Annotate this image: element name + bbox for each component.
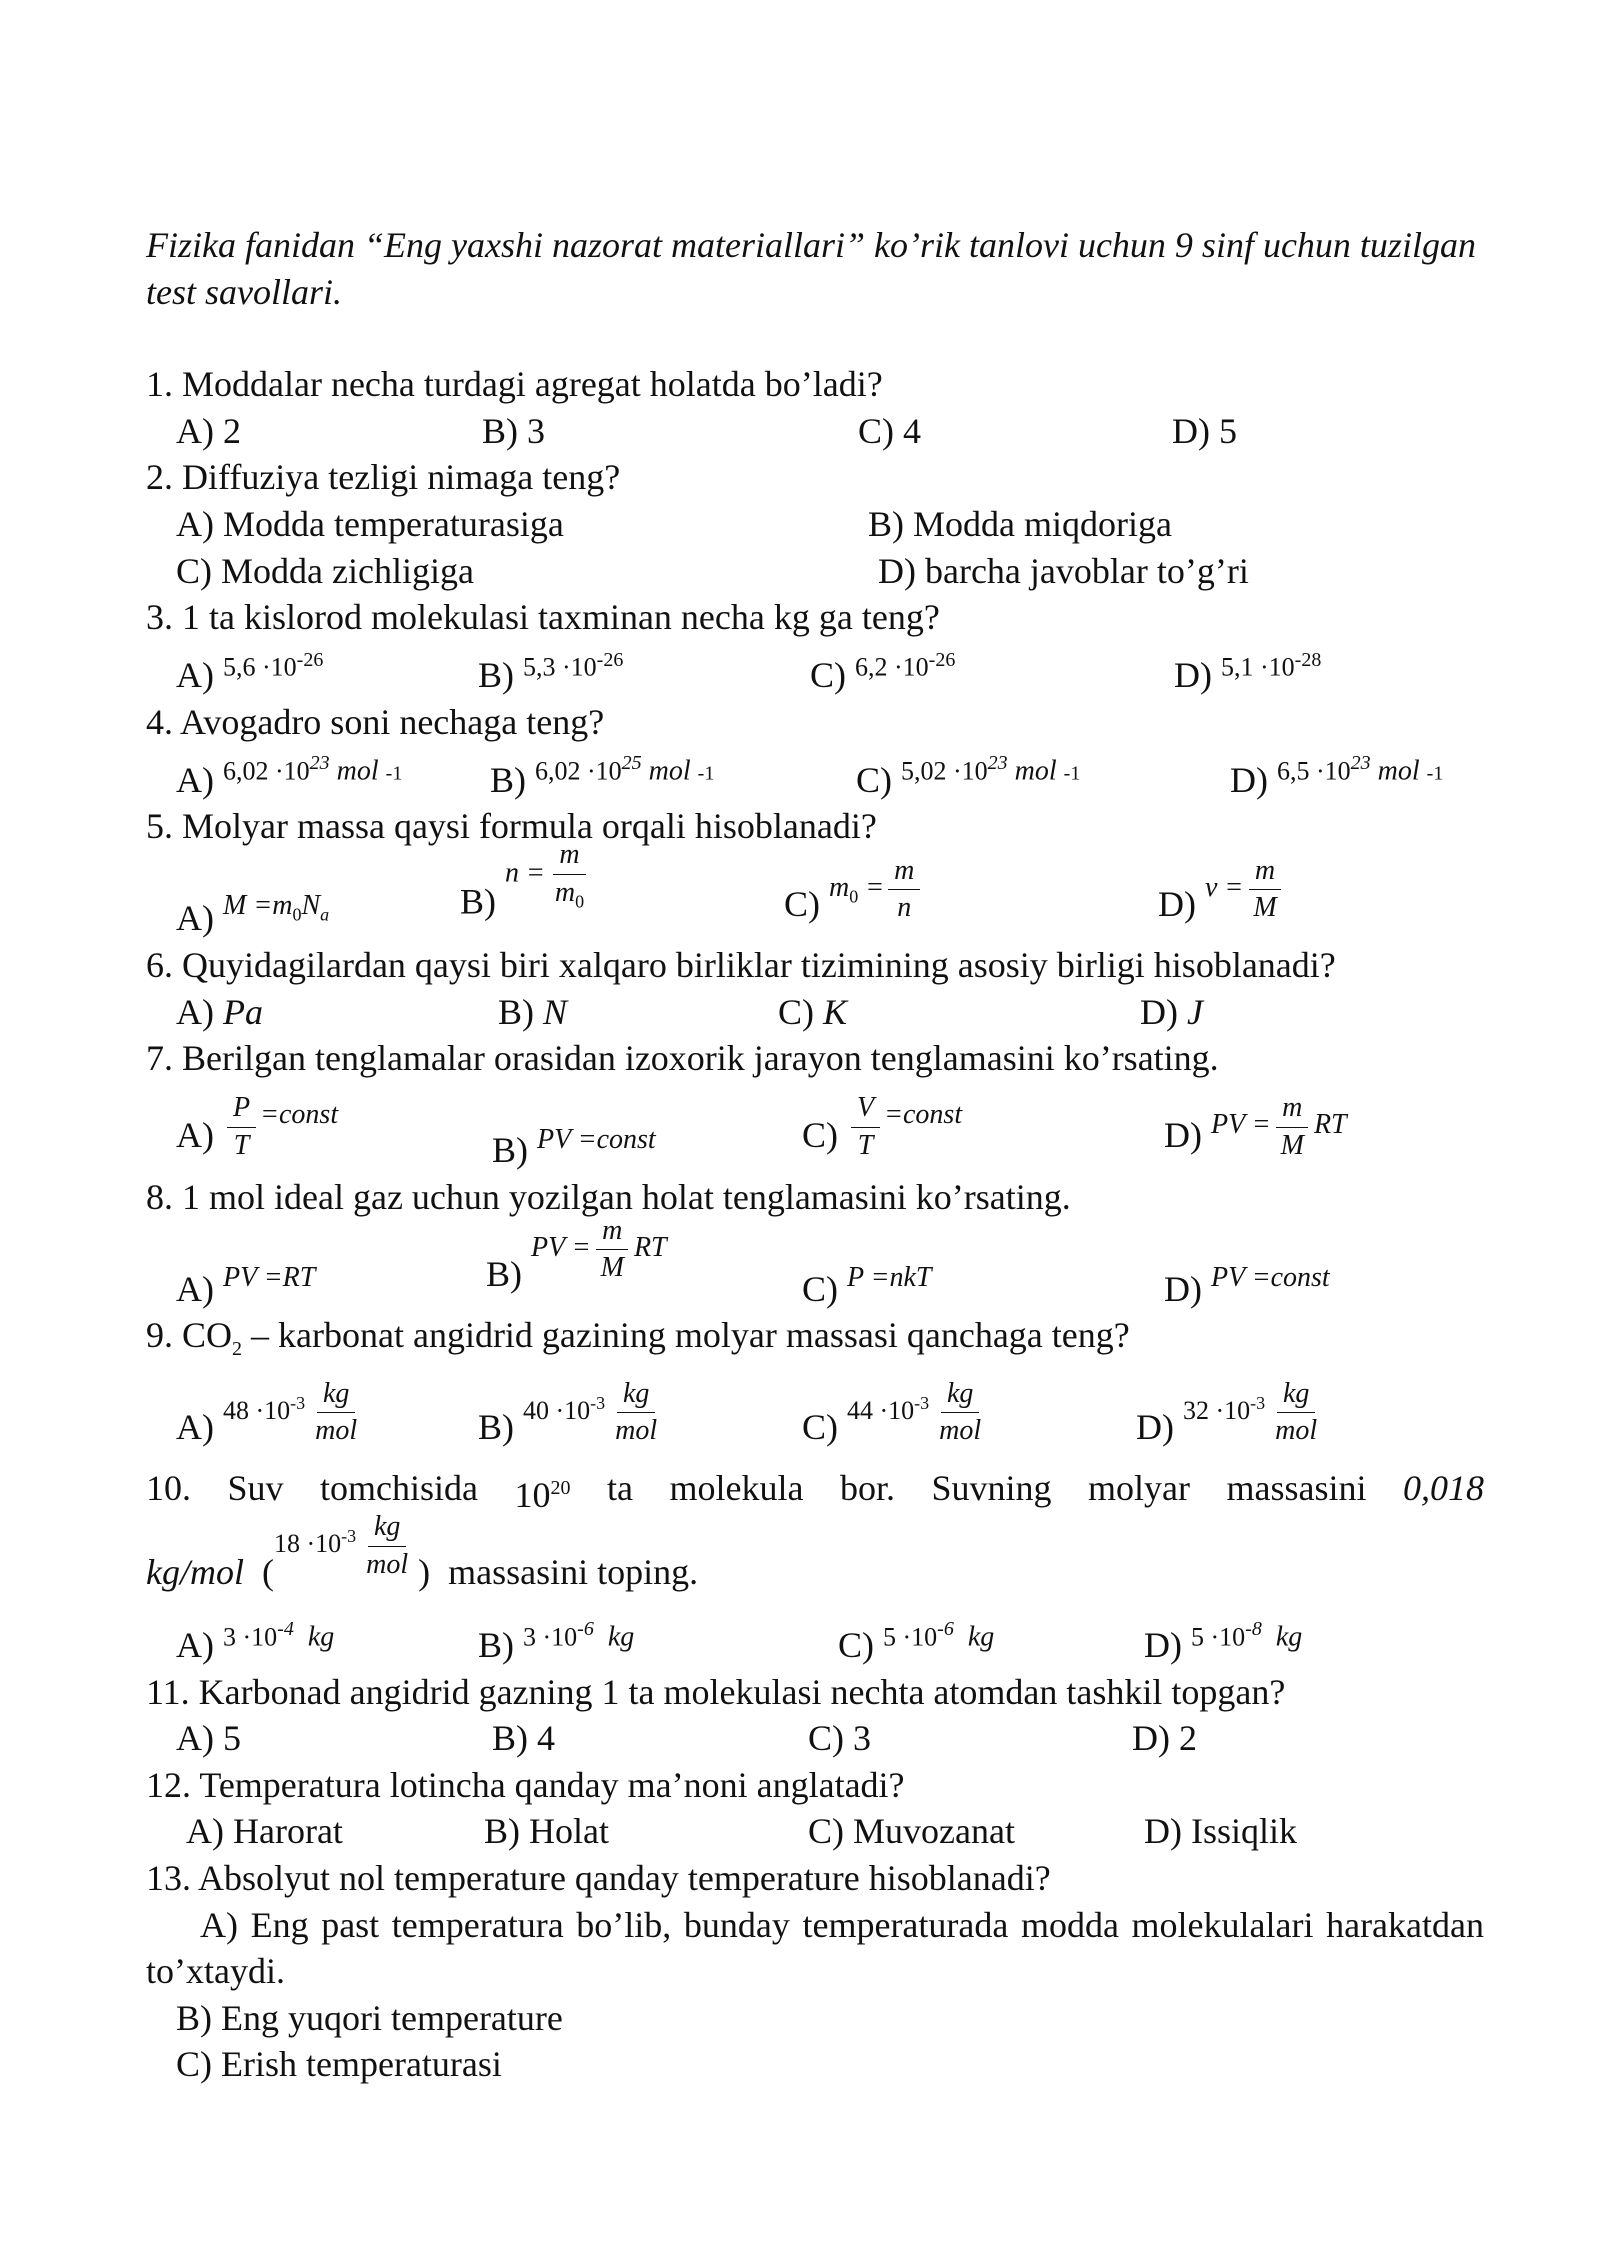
option-a: A) $48 \cdot 10^{-3}$ $\frac{kg}{\text{mol}}$: [176, 1377, 358, 1447]
option-c: C) $5,02 \cdot 10^{23}$ mol -1: [856, 752, 1081, 800]
option-c: C) Erish temperaturasi: [176, 2044, 502, 2085]
option-b: B) $5,3 \cdot 10^{-26}$: [478, 648, 624, 696]
option-a: A) $5,6 \cdot 10^{-26}$: [176, 648, 324, 696]
question-11-options: [146, 1715, 1484, 1762]
document-title: Fizika fanidan “Eng yaxshi nazorat materiallari” ko’rik tanlovi uchun 9 sinf uchun tuzilgan test savollari.: [146, 225, 1476, 312]
option-c: C) 4: [858, 410, 921, 451]
option-a: A) Eng past temperatura bo’lib, bunday temperaturada modda molekulalari harakatdan to’xtaydi.: [146, 1904, 1484, 1992]
option-b: B) 4: [492, 1718, 555, 1759]
option-c: C) $6,2 \cdot 10^{-26}$: [810, 648, 956, 696]
question-7: 7. Berilgan tenglamalar orasidan izoxorik jarayon tenglamasini ko’rsating.: [146, 1038, 1219, 1079]
option-d: D) PV =const: [1164, 1262, 1330, 1309]
question-3-options: [146, 641, 1484, 699]
option-c: C) Muvozanat: [808, 1811, 1015, 1852]
question-8-options: [146, 1214, 1484, 1312]
question-10-options: [146, 1611, 1484, 1669]
option-d: D) $5 \cdot 10^{-8}$ kg: [1144, 1617, 1303, 1666]
option-d: D) 5: [1172, 410, 1237, 451]
option-a: A) PV =RT: [176, 1262, 316, 1309]
option-b: B) Modda miqdoriga: [868, 503, 1172, 544]
question-7-options: [146, 1082, 1484, 1174]
question-9-options: [146, 1373, 1484, 1465]
option-c: C) $44 \cdot 10^{-3}$ $\frac{kg}{\text{mol}}$: [802, 1377, 982, 1447]
question-12: 12. Temperatura lotincha qanday ma’noni anglatadi?: [146, 1764, 905, 1805]
question-8: 8. 1 mol ideal gaz uchun yozilgan holat tenglamasini ko’rsating.: [146, 1176, 1071, 1217]
option-b: B) $3 \cdot 10^{-6}$ kg: [478, 1617, 635, 1666]
question-1-options: [146, 408, 1484, 455]
option-a: A) $6,02 \cdot 10^{23}$ mol -1: [176, 752, 403, 800]
question-2-options-row1: [146, 501, 1484, 548]
option-b: B) $40 \cdot 10^{-3}$ $\frac{kg}{\text{mol}}$: [478, 1377, 658, 1447]
question-3: 3. 1 ta kislorod molekulasi taxminan necha kg ga teng?: [146, 597, 940, 638]
option-d: D) PV = $\frac{m}{M}$ RT: [1164, 1092, 1347, 1161]
option-a: A) Modda temperaturasiga: [176, 503, 564, 544]
question-2-options-row2: [146, 548, 1484, 595]
question-10-line2: [146, 1511, 1484, 1611]
question-10-line1: 10. Suv tomchisida $10^{20}$ ta molekula bor. Suvning molyar massasini 0,018: [146, 1468, 1484, 1516]
option-c: C) $\frac{V}{T}$ =const: [802, 1092, 963, 1161]
option-c: C) $m_0$ = $\frac{m}{n}$: [784, 873, 924, 942]
option-c: C) Modda zichligiga: [176, 550, 474, 591]
question-4: 4. Avogadro soni nechaga teng?: [146, 701, 605, 742]
question-9: 9. $CO_2$ – karbonat angidrid gazining molyar massasi qanchaga teng?: [146, 1315, 1130, 1361]
option-a: A) Pa: [176, 991, 263, 1032]
question-2: 2. Diffuziya tezligi nimaga teng?: [146, 457, 621, 498]
question-10-continuation: kg/mol ($18 \cdot 10^{-3}$ $\frac{kg}{\text{mol}}$ ) massasini toping.: [146, 1511, 699, 1593]
question-6: 6. Quyidagilardan qaysi biri xalqaro birliklar tizimining asosiy birligi hisoblanadi?: [146, 944, 1336, 985]
option-d: D) J: [1140, 991, 1203, 1032]
option-a: A) Harorat: [186, 1811, 343, 1852]
option-c: C) 3: [808, 1718, 871, 1759]
question-13: 13. Absolyut nol temperature qanday temperature hisoblanadi?: [146, 1858, 1051, 1899]
option-d: D) $32 \cdot 10^{-3}$ $\frac{kg}{\text{mol}}$: [1136, 1377, 1318, 1447]
option-a: A) $M =m_0N_a$: [176, 890, 330, 939]
option-b: B) PV =const: [492, 1123, 656, 1171]
option-d: D) $5,1 \cdot 10^{-28}$: [1174, 648, 1322, 696]
option-d: D) Issiqlik: [1144, 1811, 1297, 1852]
option-c: C) K: [778, 991, 848, 1032]
option-d: D) $6,5 \cdot 10^{23}$ mol -1: [1230, 752, 1444, 800]
option-a: A) 2: [176, 410, 241, 451]
option-a: A) 5: [176, 1718, 241, 1759]
option-b: B) 3: [482, 410, 545, 451]
option-d: D) barcha javoblar to’g’ri: [878, 550, 1249, 591]
option-a: A) $3 \cdot 10^{-4}$ kg: [176, 1617, 335, 1666]
question-6-options: [146, 989, 1484, 1036]
option-d: D) ν = $\frac{m}{M}$: [1158, 873, 1287, 942]
option-b: B) PV = $\frac{m}{M}$ RT: [486, 1214, 667, 1294]
question-12-options: [146, 1808, 1484, 1855]
option-d: D) 2: [1132, 1718, 1197, 1759]
test-document: [146, 222, 1484, 2088]
option-c: C) $5 \cdot 10^{-6}$ kg: [838, 1617, 995, 1666]
question-1: 1. Moddalar necha turdagi agregat holatda bo’ladi?: [146, 364, 883, 405]
question-5: 5. Molyar massa qaysi formula orqali hisoblanadi?: [146, 806, 877, 847]
option-b: B) N: [498, 991, 568, 1032]
option-c: C) P =nkT: [802, 1262, 932, 1309]
question-11: 11. Karbonad angidrid gazning 1 ta molekulasi nechta atomdan tashkil topgan?: [146, 1671, 1286, 1712]
question-4-options: [146, 745, 1484, 803]
option-a: A) $\frac{P}{T}$ =const: [176, 1092, 339, 1161]
option-b: B) Eng yuqori temperature: [176, 1997, 563, 2038]
question-5-options: [146, 839, 1484, 942]
option-b: B) Holat: [484, 1811, 609, 1852]
option-b: B) $6,02 \cdot 10^{25}$ mol -1: [490, 752, 715, 800]
option-b: B) n = $\frac{m}{m_0}$: [460, 839, 585, 922]
